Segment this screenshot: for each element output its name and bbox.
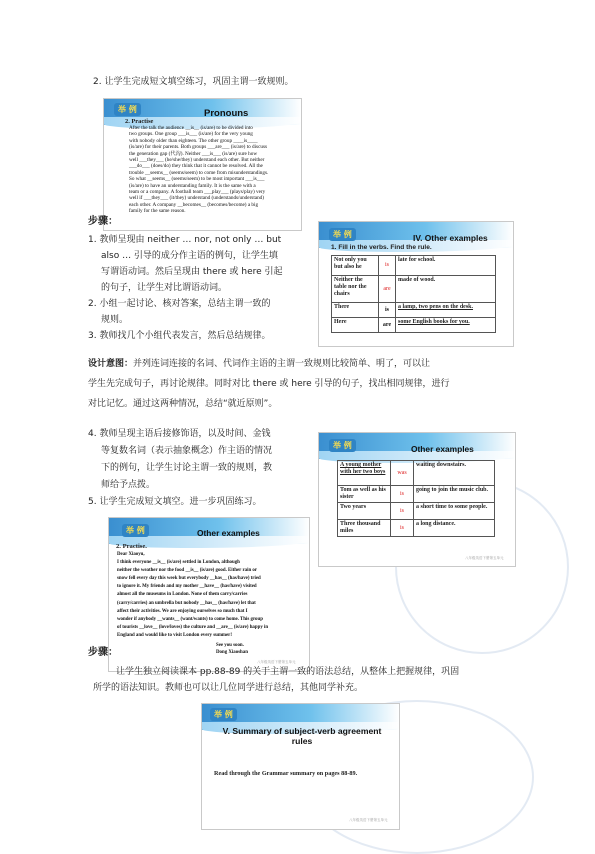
table-row — [338, 520, 495, 537]
verb-cell: is — [391, 486, 414, 503]
instruction-line: 2. 让学生完成短文填空练习，巩固主谓一致规则。 — [93, 77, 294, 87]
slide-footnote: 八年级英语下册第五单元 — [349, 818, 388, 822]
subject-cell: Tom as well as his sister — [338, 486, 391, 503]
step-line: also … 引导的成分作主语的例句，让学生填 — [101, 251, 278, 261]
step-line: 4. 教师呈现主语后接修饰语，以及时间、金钱 — [88, 429, 271, 439]
subject-cell: Two years — [338, 503, 391, 520]
table-row — [332, 276, 496, 303]
table-row — [332, 303, 496, 318]
subject-cell: A young mother with her two boys — [338, 461, 391, 486]
table-row — [338, 503, 495, 520]
predicate-cell: a short time to some people. — [414, 503, 495, 520]
table-row — [338, 461, 495, 486]
step-line: 写谓语动词。然后呈现由 there 或 here 引起 — [101, 267, 283, 277]
verb-table — [337, 460, 495, 537]
step-line: 下的例句，让学生讨论主谓一致的规则，教 — [101, 463, 273, 473]
step-line: 3. 教师找几个小组代表发言，然后总结规律。 — [88, 331, 271, 341]
step-line: 的句子，让学生对比谓语动词。 — [101, 283, 228, 293]
verb-cell: are — [379, 318, 396, 333]
slide-other-examples-3 — [108, 517, 310, 672]
slide-subtitle: 2. Practise — [125, 118, 154, 125]
example-badge: 举 例 — [210, 708, 237, 721]
slide-summary — [201, 703, 400, 830]
slide-title: Other examples — [197, 528, 260, 538]
subject-cell: Here — [332, 318, 379, 333]
slide-title: IV. Other examples — [413, 233, 488, 243]
table-row — [338, 486, 495, 503]
table-row — [332, 256, 496, 276]
example-badge: 举 例 — [329, 439, 356, 452]
slide-subtitle: 2. Practise. — [116, 543, 147, 550]
slide-title: Pronouns — [204, 108, 249, 119]
predicate-cell: a long distance. — [414, 520, 495, 537]
slide-pronouns — [103, 98, 302, 231]
slide-body: After the talk the audience __is__ (is/are) to be divided into two groups. One group ___is___ (is/are) for the very young with nobody older than eighteen. The other group ____is____ (is/are) for their parents. Both groups ___are___ (is/are) to discuss the generation gap (代沟). Neither ___is___ (is/are) sure how well ___they___ (he/she/they) understand each other. But neither ___do___ (does/do) they think that it cannot be resolved. All the trouble __seems__ (seems/seem) to come from misunderstandings. So what __seems__ (seems/seem) to be most important ___is___ (is/are) to have an understanding family. It is the same with a team or a company. A football team ___play___ (plays/play) very well if ___they___ (it/they) understand (understands/understand) each other. A company __becomes__ (becomes/become) a big family for the same reason. — [129, 125, 269, 215]
verb-cell: was — [391, 461, 414, 486]
slide-subtitle: 1. Fill in the verbs. Find the rule. — [331, 244, 432, 251]
step-line: 等复数名词（表示抽象概念）作主语的情况 — [101, 446, 273, 456]
predicate-cell: made of wood. — [396, 276, 496, 303]
slide-body: Read through the Grammar summary on pages 88-89. — [214, 770, 358, 777]
predicate-cell: going to join the music club. — [414, 486, 495, 503]
subject-cell: Neither the table nor the chairs — [332, 276, 379, 303]
final-step-line: 让学生独立阅读课本 pp.88-89 的关于主谓一致的语法总结，从整体上把握规律，巩固 — [116, 667, 460, 677]
predicate-cell: some English books for you. — [396, 318, 496, 333]
example-badge: 举 例 — [122, 524, 149, 537]
slide-other-examples-2 — [318, 432, 516, 567]
steps-heading: 步骤： — [88, 216, 118, 227]
step-line: 2. 小组一起讨论、核对答案，总结主谓一致的 — [88, 299, 271, 309]
slide-body: Dear Xiaoyu, I think everyone __is__ (is/are) settled in London, although neither the weather nor the food __is__ (is/are) good. Either rain or snow fell every day this week but everybody __has__ (has/have) tried to ignore it. My friends and my mother __have__ (has/have) visited almost all the museums in London. None of them carry/carries (carry/carries) an umbrella but nobody __has__ (has/have) let that affect their activities. We are enjoying ourselves so much that I wonder if anybody __wants__ (want/wants) to come home. This group of tourists __love__ (love/loves) the culture and __are__ (is/are) happy in England and would like to visit London every summer! — [117, 552, 269, 638]
step-line: 1. 教师呈现由 neither … nor, not only … but — [88, 235, 282, 245]
subject-cell: There — [332, 303, 379, 318]
table-row — [332, 318, 496, 333]
verb-cell: are — [379, 276, 396, 303]
subject-cell: Not only you but also he — [332, 256, 379, 276]
slide-footnote: 八年级英语下册第五单元 — [465, 556, 504, 560]
step-line: 师给予点拨。 — [101, 480, 156, 490]
design-intention-text: 并列连词连接的名词、代词作主语的主谓一致规则比较简单、明了，可以让 — [133, 359, 431, 369]
design-intention-line — [88, 356, 430, 373]
letter-signoff: See you soon. Dong Xiaoshan — [216, 643, 248, 656]
verb-cell: is — [391, 503, 414, 520]
final-step-line: 所学的语法知识。教师也可以让几位同学进行总结，其他同学补充。 — [93, 683, 364, 693]
example-badge: 举 例 — [329, 228, 356, 241]
predicate-cell: a lamp, two pens on the desk. — [396, 303, 496, 318]
slide-title: V. Summary of subject-verb agreement rules — [222, 726, 382, 746]
step-line: 5. 让学生完成短文填空。进一步巩固练习。 — [88, 497, 262, 507]
step-line: 规则。 — [101, 315, 129, 325]
verb-table — [331, 255, 496, 333]
slide-other-examples-1 — [318, 221, 514, 347]
design-intention-label: 设计意图： — [88, 359, 134, 369]
steps-heading: 步骤： — [88, 647, 118, 658]
slide-title: Other examples — [411, 444, 474, 454]
predicate-cell: waiting downstairs. — [414, 461, 495, 486]
example-badge: 举 例 — [114, 103, 141, 116]
subject-cell: Three thousand miles — [338, 520, 391, 537]
verb-cell: is — [379, 303, 396, 318]
slide-footnote: 八年级英语下册第五单元 — [257, 660, 296, 664]
design-intention-line: 对比记忆。通过这两种情况，总结“就近原则”。 — [88, 399, 278, 409]
verb-cell: is — [391, 520, 414, 537]
verb-cell: is — [379, 256, 396, 276]
predicate-cell: late for school. — [396, 256, 496, 276]
design-intention-line: 学生先完成句子，再讨论规律。同时对比 there 或 here 引导的句子，找出相同规律，进行 — [88, 379, 450, 389]
